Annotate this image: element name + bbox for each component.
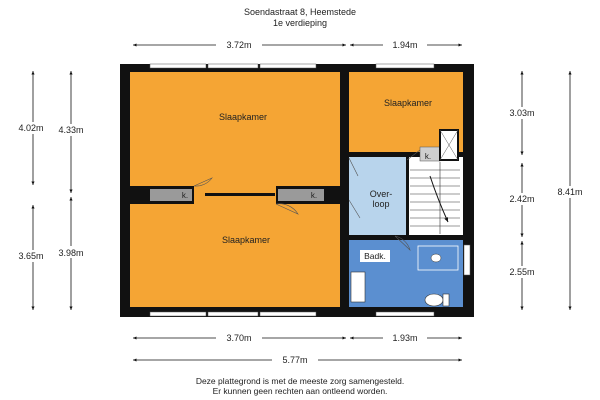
dim-label-left-inner-bottom: 3.98m	[58, 248, 84, 258]
disclaimer-line2: Er kunnen geen rechten aan ontleend worden.	[212, 386, 388, 396]
bedroom-bottom-left-area	[130, 203, 340, 307]
dimension-bottom-right	[350, 331, 462, 343]
dimension-bottom-left	[133, 331, 346, 343]
dim-label-right-inner-top: 3.03m	[509, 108, 535, 118]
stair-area	[408, 157, 463, 235]
dim-label-top-right: 1.94m	[392, 40, 418, 50]
dimension-right-inner-bottom	[500, 241, 544, 310]
wall-stair-left	[406, 157, 409, 235]
room-label-bedroom-top-right: Slaapkamer	[383, 98, 433, 108]
dimension-top-right	[350, 38, 462, 50]
dimension-bottom-total	[133, 353, 462, 365]
interior-wall-vertical	[340, 72, 349, 307]
dim-label-right-inner-middle: 2.42m	[509, 194, 535, 204]
dimension-top-left	[133, 38, 346, 50]
room-label-bedroom-top-left: Slaapkamer	[218, 112, 268, 122]
bedroom-top-left-area	[130, 72, 340, 187]
dimension-left-outer-top	[10, 71, 52, 185]
dimension-left-inner-bottom	[50, 197, 92, 310]
dimension-left-inner-top	[50, 71, 92, 193]
dim-label-bottom-right: 1.93m	[392, 333, 418, 343]
dim-label-left-inner-top: 4.33m	[58, 125, 84, 135]
dim-label-left-outer-top: 4.02m	[18, 123, 44, 133]
room-label-bedroom-bottom-left: Slaapkamer	[221, 235, 271, 245]
dimension-left-outer-bottom	[10, 205, 52, 310]
dim-label-left-outer-bottom: 3.65m	[18, 251, 44, 261]
dim-label-top-left: 3.72m	[226, 40, 252, 50]
room-label-landing-line2: loop	[372, 199, 390, 209]
dimension-right-inner-top	[500, 71, 544, 155]
wall-bathroom-top	[349, 235, 463, 240]
closet-middle-label: k.	[310, 191, 318, 200]
closet-right-label: k.	[424, 152, 432, 161]
disclaimer-line1: Deze plattegrond is met de meeste zorg samengesteld.	[195, 376, 405, 386]
dimension-right-inner-middle	[500, 163, 544, 237]
room-label-landing-line1: Over-	[369, 189, 393, 199]
dim-label-right-total: 8.41m	[557, 187, 583, 197]
interior-wall-horizontal-mid	[205, 193, 275, 196]
dimension-right-total	[548, 71, 592, 310]
room-label-bathroom: Badk.	[364, 251, 386, 261]
address-title: Soendastraat 8, Heemstede	[243, 7, 357, 17]
wall-landing-top	[349, 152, 409, 157]
closet-left-label: k.	[181, 191, 189, 200]
dim-label-right-inner-bottom: 2.55m	[509, 267, 535, 277]
floor-title: 1e verdieping	[272, 18, 328, 28]
dim-label-bottom-total: 5.77m	[282, 355, 308, 365]
dim-label-bottom-left: 3.70m	[226, 333, 252, 343]
